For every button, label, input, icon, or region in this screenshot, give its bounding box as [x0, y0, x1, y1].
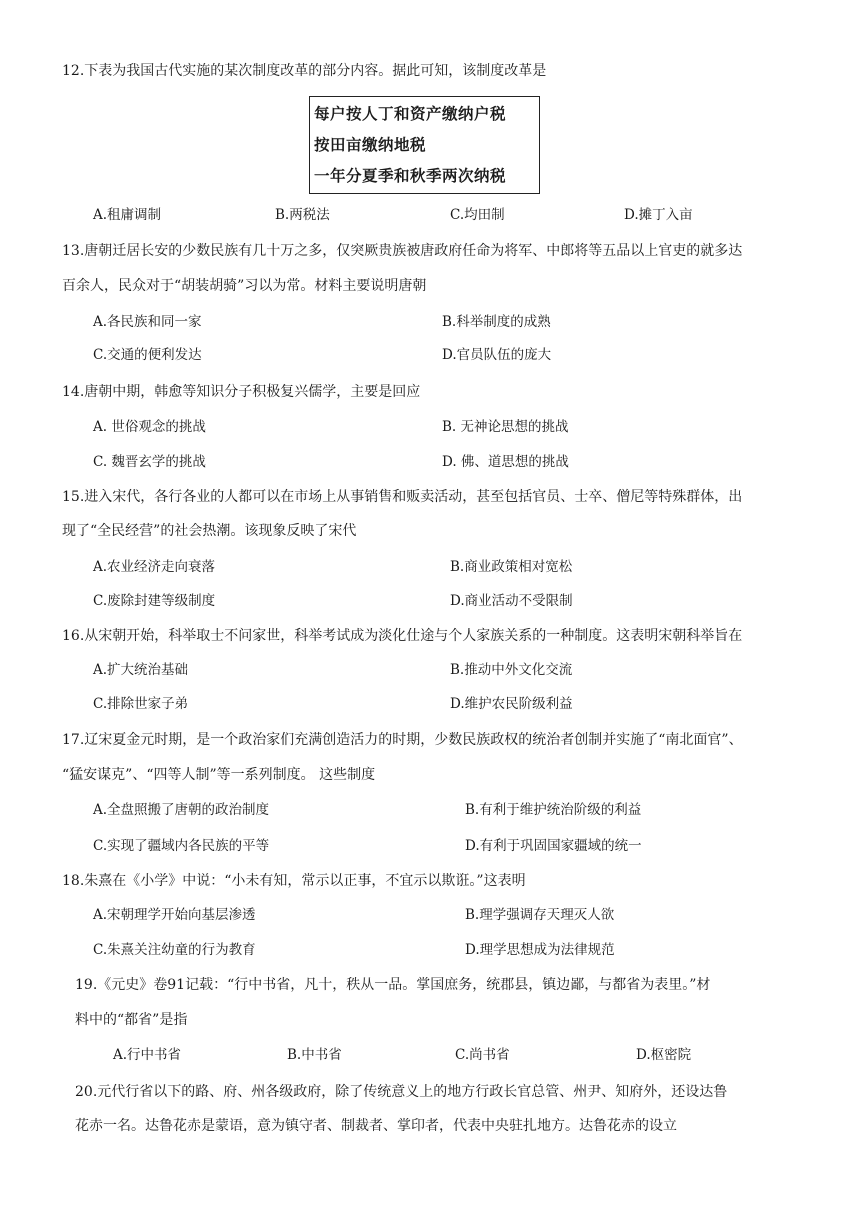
option-a: A.全盘照搬了唐朝的政治制度 — [93, 802, 270, 818]
question-stem-continued: “猛安谋克”、“四等人制”等一系列制度。 这些制度 — [62, 767, 376, 783]
question-stem-continued: 料中的“都省”是指 — [75, 1012, 188, 1028]
table-row: 每户按人丁和资产缴纳户税 — [314, 105, 507, 123]
question-stem-continued: 百余人，民众对于“胡装胡骑”习以为常。材料主要说明唐朝 — [62, 278, 427, 294]
option-c: C.排除世家子弟 — [93, 696, 189, 712]
question-stem: 13.唐朝迁居长安的少数民族有几十万之多，仅突厥贵族被唐政府任命为将军、中郎将等五品以上官吏的就多达 — [62, 243, 743, 259]
option-b: B.两税法 — [275, 207, 330, 223]
table-row: 按田亩缴纳地税 — [314, 136, 427, 154]
option-b: B. 无神论思想的挑战 — [442, 419, 569, 435]
question-stem: 16.从宋朝开始，科举取士不问家世，科举考试成为淡化仕途与个人家族关系的一种制度。这表明宋朝科举旨在 — [62, 628, 743, 644]
option-a: A.扩大统治基础 — [93, 662, 189, 678]
option-b: B.中书省 — [287, 1047, 342, 1063]
option-c: C. 魏晋玄学的挑战 — [93, 454, 206, 470]
question-stem: 14.唐朝中期，韩愈等知识分子积极复兴儒学，主要是回应 — [62, 384, 421, 400]
option-b: B.商业政策相对宽松 — [450, 559, 573, 575]
option-c: C.交通的便利发达 — [93, 347, 202, 363]
option-a: A. 世俗观念的挑战 — [93, 419, 206, 435]
option-c: C.均田制 — [450, 207, 505, 223]
option-a: A.各民族和同一家 — [93, 314, 202, 330]
option-c: C.废除封建等级制度 — [93, 593, 216, 609]
option-a: A.行中书省 — [113, 1047, 182, 1063]
question-stem: 19.《元史》卷91记载：“行中书省，凡十，秩从一品。掌国庶务，统郡县，镇边鄙，与都省为表里。”材 — [75, 977, 711, 993]
option-d: D. 佛、道思想的挑战 — [442, 454, 569, 470]
option-b: B.推动中外文化交流 — [450, 662, 573, 678]
option-d: D.官员队伍的庞大 — [442, 347, 552, 363]
question-stem-continued: 现了“全民经营”的社会热潮。该现象反映了宋代 — [62, 523, 357, 539]
question-stem: 20.元代行省以下的路、府、州各级政府，除了传统意义上的地方行政长官总管、州尹、知府外，还设达鲁 — [75, 1084, 728, 1100]
option-d: D.维护农民阶级利益 — [450, 696, 573, 712]
option-c: C.实现了疆域内各民族的平等 — [93, 838, 270, 854]
option-a: A.租庸调制 — [93, 207, 162, 223]
question-stem: 18.朱熹在《小学》中说：“小未有知，常示以正事，不宜示以欺诳。”这表明 — [62, 873, 526, 889]
option-d: D.有利于巩固国家疆域的统一 — [465, 838, 642, 854]
reform-content-table — [309, 96, 540, 194]
option-d: D.理学思想成为法律规范 — [465, 942, 615, 958]
question-stem: 15.进入宋代，各行各业的人都可以在市场上从事销售和贩卖活动，甚至包括官员、士卒、僧尼等特殊群体，出 — [62, 489, 743, 505]
table-row: 一年分夏季和秋季两次纳税 — [314, 167, 507, 185]
question-stem-continued: 花赤一名。达鲁花赤是蒙语，意为镇守者、制裁者、掌印者，代表中央驻扎地方。达鲁花赤的设立 — [75, 1118, 677, 1134]
option-d: D.摊丁入亩 — [624, 207, 693, 223]
option-a: A.宋朝理学开始向基层渗透 — [93, 907, 256, 923]
question-stem: 17.辽宋夏金元时期，是一个政治家们充满创造活力的时期，少数民族政权的统治者创制并实施了“南北面官”、 — [62, 732, 743, 748]
option-c: C.尚书省 — [455, 1047, 510, 1063]
option-c: C.朱熹关注幼童的行为教育 — [93, 942, 256, 958]
option-d: D.枢密院 — [636, 1047, 692, 1063]
question-stem: 12.下表为我国古代实施的某次制度改革的部分内容。据此可知，该制度改革是 — [62, 63, 547, 79]
option-b: B.理学强调存天理灭人欲 — [465, 907, 615, 923]
option-a: A.农业经济走向衰落 — [93, 559, 216, 575]
option-d: D.商业活动不受限制 — [450, 593, 573, 609]
option-b: B.科举制度的成熟 — [442, 314, 551, 330]
option-b: B.有利于维护统治阶级的利益 — [465, 802, 642, 818]
